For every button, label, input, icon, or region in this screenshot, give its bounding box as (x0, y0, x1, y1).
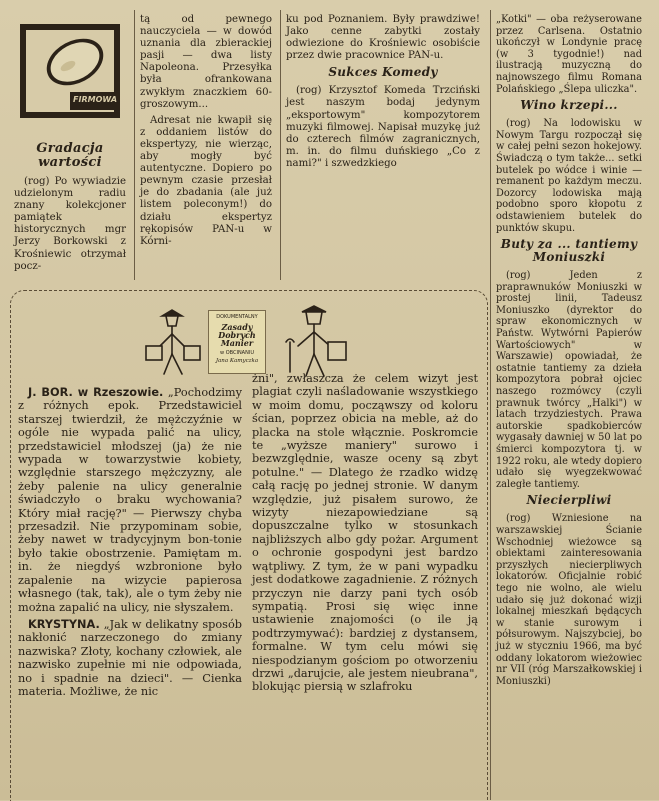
logo-side-text: FIRMOWA (73, 95, 118, 104)
heading-buty-tantiemy: Buty za ... tantiemy Moniuszki (500, 237, 638, 265)
firmowa-logo (18, 22, 122, 120)
stamp-line-4: Jana Kamyczka (215, 358, 259, 364)
article-komeda-p1: (rog) Krzysztof Komeda Trzciński jest naszym bodaj jedynym „eksportowym" kompozytorem muzyki filmowej. Napisał muzykę już do czterech filmów zagranicznych, m. in. do filmu duńskiego „Co z nami?" i szwedzkiego (286, 85, 480, 169)
letter-answer-3: żni", zwłaszcza że celem wizyt jest plagiat czyli naśladowanie wszystkiego w moim domu, począwszy od koloru ścian, poprzez obicia na meble, aż do placka na stole włącznie. Poskromcie te „wyższe maniery" surowo i bezwzględnie, wasze oceny są zbyt potulne." — Dlatego że rzadko widzę całą rację po jednej stronie. W danym względzie, już pisałem surowo, że wizyty niezapowiedziane są dopuszczalne tylko w stosunkach najbliższych albo gdy pożar. Argument o ochronie gospodyni jest bardzo wątpliwy. Z tym, że w pani wypadku jest dodatkowe zagadnienie. Z różnych przyczyn nie darzy pani tych osób sympatią. Prosi się więc inne ustawienie znajomości (o ile ją podtrzymywać): bardziej z dystansem, formalne. W tym celu mówi się niespodzianym gościom po otworzeniu drzwi „darujcie, ale jestem nieubrana", blokując piersią w szlafroku (252, 372, 478, 694)
heading-wino-krzepi: Wino krzepi... (520, 98, 618, 113)
box-right-column (252, 372, 478, 698)
column-divider (490, 10, 491, 800)
letter-sender-2: KRYSTYNA. (28, 617, 100, 631)
column-3 (286, 14, 480, 174)
article-wino-p1: (rog) Na lodowisku w Nowym Targu rozpoczął się w całej pełni sezon hokejowy. Świadczą o tym także... setki butelek po wódce i winie — remanent po każdym meczu. Dozorcy lodowiska mają podobno sporo kłopotu z odstawieniem butelek do punktów skupu. (496, 118, 642, 234)
column-4 (496, 14, 642, 691)
lemon-logo-icon (18, 22, 122, 120)
box-left-column (18, 386, 242, 702)
article-gradacja-p1: (rog) Po wywiadzie udzielonym radiu znany kolekcjoner pamiątek historycznych mgr Jerzy Borkowski z Krośniewic otrzymał pocz- (14, 176, 126, 272)
stamp-line-2: Zasady Dobrych Manier (218, 322, 256, 348)
article-niecierpliwi-p1: (rog) Wzniesione na warszawskiej Ścianie Wschodniej wieżowce są obiektami zainteresowania przyszłych niecierpliwych lokatorów. Oficjalnie robić tego nie wolno, ale wielu udało się już dokonać wizji lokalnej mieszkań będących w stanie surowym i półsurowym. Najszybciej, bo już w styczniu 1966, ma być oddany lokatorom wieżowiec nr VII (róg Marszałkowskiej i Moniuszki) (496, 513, 642, 687)
article-gradacja-p3: Adresat nie kwapił się z oddaniem listów do ekspertyzy, nie wierząc, aby mogły być autentyczne. Dopiero po pewnym czasie przesłał je do zbadania (ale już listem poleconym!) do działu ekspertyz rękopisów PAN-u w Kórni- (140, 114, 272, 247)
stamp-line-3: w OBCINANIU (220, 350, 254, 356)
stamp-line-1: DOKUMENTALNY (216, 314, 258, 320)
article-gradacja-p4: ku pod Poznaniem. Były prawdziwe! Jako cenne zabytki zostały odwiezione do Krośniewic osobiście przez dwie pracownice PAN-u. (286, 14, 480, 62)
dobre-maniery-stamp (208, 310, 266, 374)
column-divider (280, 10, 281, 280)
heading-sukces-komedy: Sukces Komedy (328, 65, 438, 80)
letter-answer-2: „Jak w delikatny sposób nakłonić narzeczonego do zmiany nazwiska? Złoty, kochany człowiek, ale nazwisko zupełnie mi nie odpowiada, no i spadnie na dzieci". — Cienka materia. Możliwe, że nic (18, 617, 242, 698)
letter-sender-1: J. BOR. w Rzeszowie. (28, 386, 164, 399)
article-buty-p1: (rog) Jeden z praprawnuków Moniuszki w prostej linii, Tadeusz Moniuszko (dyrektor do spraw ekonomicznych w Państw. Wytwórni Papierów Wartościowych" w Warszawie) opowiadał, że ostatnie tantiemy za dzieła kompozytora pobrał ojciec naszego rozmówcy (czyli prawnuk twórcy „Halki") w latach trzydziestych. Prawa autorskie spadkobierców wygasały dawniej w 50 lat po śmierci kompozytora tj. w 1922 roku, ale wtedy dopiero udało się wyegzekwować zaległe tantiemy. (496, 270, 642, 490)
column-2 (140, 14, 272, 252)
column-1 (14, 138, 126, 277)
letter-answer-1: „Pochodzimy z różnych epok. Przedstawiciel starszej twierdził, że mężczyźnie w ogóle nie wypada palić na ulicy, przedstawiciel młodszej (ja) że nie wypada w towarzystwie kobiety, względnie starszego mężczyzny, ale żeby palenie na ulicy generalnie świadczyło o braku wychowania? Który miał rację?" — Pierwszy chyba przesadził. Nie przypominam sobie, żeby nawet w tradycyjnym bon-tonie było takie obostrzenie. Pamiętam m. in. że niegdyś wzbronione było zapalenie na wizycie papierosa własnego (tak, tak), ale o tym żeby nie można zapalić na ulicy, nie słyszałem. (18, 386, 243, 614)
heading-niecierpliwi: Niecierpliwi (526, 493, 612, 508)
article-komeda-p2: „Kotki" — oba reżyserowane przez Carlsena. Ostatnio ukończył w Londynie pracę (w 3 tygodnie!) nad ilustracją muzyczną do najnowszego filmu Romana Polańskiego „Ślepa uliczka". (496, 14, 642, 95)
heading-gradacja: Gradacja wartości (36, 141, 104, 170)
article-gradacja-p2: tą od pewnego nauczyciela — w dowód uznania dla zbierackiej pasji — dwa listy Napoleona. Przesyłka była ofrankowana zwykłym znaczkiem 60-groszowym... (140, 14, 272, 110)
column-divider (134, 10, 135, 280)
